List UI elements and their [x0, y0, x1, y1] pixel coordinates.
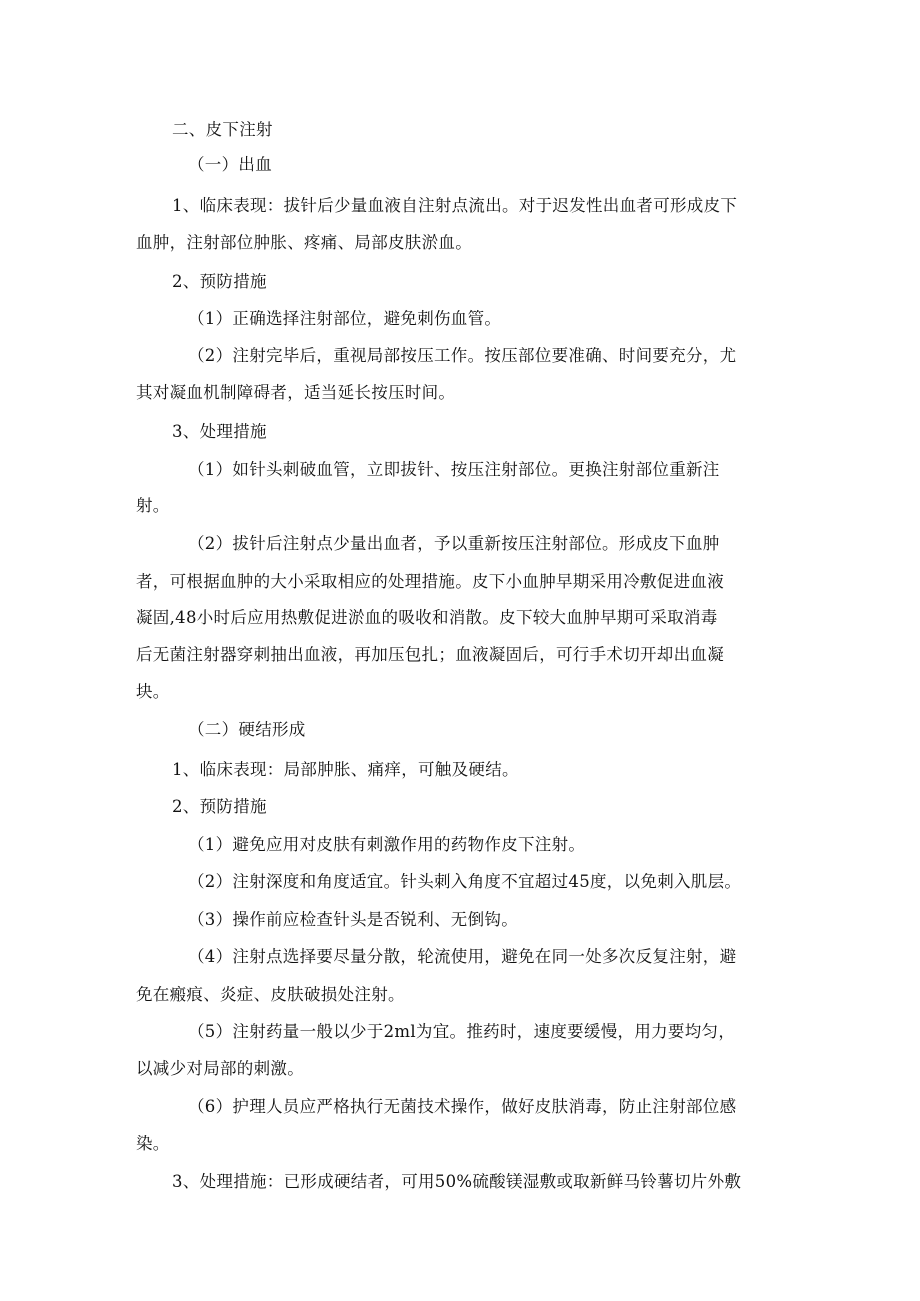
paragraph-line: 其对凝血机制障碍者，适当延长按压时间。	[136, 383, 456, 402]
paragraph-line: 射。	[136, 496, 170, 515]
subsection-heading: （一）出血	[188, 155, 272, 174]
paragraph-line: 凝固,48小时后应用热敷促进淤血的吸收和消散。皮下较大血肿早期可采取消毒	[136, 608, 718, 627]
list-item: （5）注射药量一般以少于2ml为宜。推药时，速度要缓慢，用力要均匀，	[188, 1022, 736, 1041]
paragraph-line: 者，可根据血肿的大小采取相应的处理措施。皮下小血肿早期采用冷敷促进血液	[136, 572, 724, 591]
paragraph-line: 1、临床表现：局部肿胀、痛痒，可触及硬结。	[172, 760, 519, 779]
paragraph-line: 1、临床表现：拔针后少量血液自注射点流出。对于迟发性出血者可形成皮下	[172, 196, 738, 215]
paragraph-line: 3、处理措施：已形成硬结者，可用50%硫酸镁湿敷或取新鲜马铃薯切片外敷	[172, 1172, 742, 1191]
list-heading: 3、处理措施	[172, 422, 267, 441]
list-item: （2）注射深度和角度适宜。针头刺入角度不宜超过45度，以免刺入肌层。	[188, 872, 742, 891]
subsection-heading: （二）硬结形成	[188, 720, 306, 739]
list-item: （1）避免应用对皮肤有刺激作用的药物作皮下注射。	[188, 835, 586, 854]
list-item: （3）操作前应检查针头是否锐利、无倒钩。	[188, 910, 518, 929]
paragraph-line: 血肿，注射部位肿胀、疼痛、局部皮肤淤血。	[136, 233, 472, 252]
paragraph-line: 块。	[136, 682, 170, 701]
list-item: （4）注射点选择要尽量分散，轮流使用，避免在同一处多次反复注射，避	[188, 947, 737, 966]
list-item: （2）拔针后注射点少量出血者，予以重新按压注射部位。形成皮下血肿	[188, 534, 720, 553]
paragraph-line: 后无菌注射器穿刺抽出血液，再加压包扎；血液凝固后，可行手术切开却出血凝	[136, 645, 724, 664]
list-heading: 2、预防措施	[172, 272, 267, 291]
list-heading: 2、预防措施	[172, 797, 267, 816]
list-item: （1）如针头刺破血管，立即拔针、按压注射部位。更换注射部位重新注	[188, 460, 720, 479]
paragraph-line: 染。	[136, 1134, 170, 1153]
paragraph-line: 免在瘢痕、炎症、皮肤破损处注射。	[136, 985, 405, 1004]
section-heading: 二、皮下注射	[172, 120, 273, 139]
list-item: （1）正确选择注射部位，避免刺伤血管。	[188, 309, 502, 328]
paragraph-line: 以减少对局部的刺激。	[136, 1059, 304, 1078]
list-item: （2）注射完毕后，重视局部按压工作。按压部位要准确、时间要充分，尤	[188, 346, 737, 365]
list-item: （6）护理人员应严格执行无菌技术操作，做好皮肤消毒，防止注射部位感	[188, 1097, 737, 1116]
